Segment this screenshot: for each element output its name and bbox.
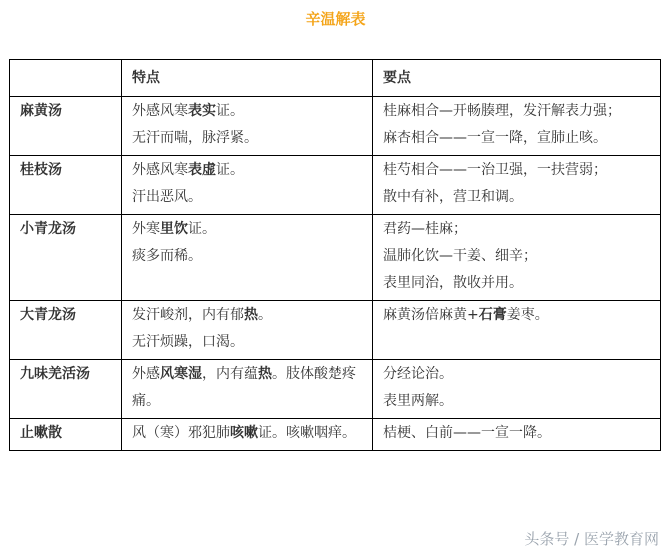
formula-name: 止嗽散 [10, 419, 122, 451]
cell-line [383, 98, 651, 125]
text-segment: 外寒 [132, 221, 160, 237]
text-segment: 姜枣。 [506, 307, 549, 323]
text-segment: 无汗烦躁，口渴。 [132, 334, 244, 350]
cell-line [132, 420, 363, 447]
text-segment: 外感风寒 [132, 103, 188, 119]
text-segment: 表里同治，散收并用。 [383, 275, 523, 291]
cell-line [132, 157, 363, 184]
emphasis-text: 咳嗽 [230, 425, 258, 441]
text-segment: 桂麻相合—开畅腠理，发汗解表力强； [383, 103, 621, 119]
table-row [10, 156, 661, 215]
cell-line [132, 125, 363, 152]
cell-line [383, 216, 651, 243]
cell-line [383, 388, 651, 415]
cell-line [132, 329, 363, 356]
features-cell [122, 215, 373, 301]
key-points-cell [373, 419, 661, 451]
emphasis-text: 风寒湿 [160, 366, 202, 382]
key-points-cell [373, 215, 661, 301]
key-points-cell [373, 360, 661, 419]
text-segment: 证。 [188, 221, 216, 237]
cell-line [132, 184, 363, 211]
text-segment: 桔梗、白前——一宣一降。 [383, 425, 551, 441]
features-cell [122, 301, 373, 360]
text-segment: 无汗而喘，脉浮紧。 [132, 130, 258, 146]
text-segment: 证。咳嗽咽痒。 [258, 425, 356, 441]
text-segment: 证。 [216, 162, 244, 178]
text-segment: 外感风寒 [132, 162, 188, 178]
cell-line [383, 420, 651, 447]
text-segment: 桂芍相合——一治卫强，一扶营弱； [383, 162, 607, 178]
emphasis-text: 石膏 [478, 307, 507, 323]
cell-line [383, 270, 651, 297]
text-segment: 温肺化饮—干姜、细辛； [383, 248, 537, 264]
cell-line [132, 216, 363, 243]
table-header-row [10, 60, 661, 97]
text-segment: 君药—桂麻； [383, 221, 467, 237]
features-cell [122, 156, 373, 215]
text-segment: 表里两解。 [383, 393, 453, 409]
table-row [10, 360, 661, 419]
cell-line [132, 243, 363, 270]
key-points-cell [373, 97, 661, 156]
cell-line [383, 302, 651, 329]
cell-line [383, 125, 651, 152]
text-segment: 麻黄汤倍麻黄+ [383, 307, 479, 323]
header-key-points: 要点 [373, 60, 661, 97]
formula-name: 麻黄汤 [10, 97, 122, 156]
cell-line [132, 361, 363, 415]
text-segment: 风（寒）邪犯肺 [132, 425, 230, 441]
header-features: 特点 [122, 60, 373, 97]
key-points-cell [373, 301, 661, 360]
text-segment: 痰多而稀。 [132, 248, 202, 264]
features-cell [122, 97, 373, 156]
emphasis-text: 热 [244, 307, 258, 323]
text-segment: ，内有蕴 [202, 366, 258, 382]
features-cell [122, 419, 373, 451]
table-row [10, 97, 661, 156]
watermark: 头条号 / 医学教育网 [524, 530, 659, 548]
header-blank [10, 60, 122, 97]
comparison-table [9, 59, 661, 451]
cell-line [383, 361, 651, 388]
features-cell [122, 360, 373, 419]
cell-line [383, 157, 651, 184]
cell-line [383, 184, 651, 211]
table-row [10, 301, 661, 360]
page-title: 辛温解表 [305, 10, 366, 28]
cell-line [383, 243, 651, 270]
emphasis-text: 里饮 [160, 221, 188, 237]
text-segment: 分经论治。 [383, 366, 453, 382]
table-row [10, 215, 661, 301]
emphasis-text: 表实 [188, 103, 216, 119]
emphasis-text: 热 [258, 366, 272, 382]
text-segment: 麻杏相合——一宣一降，宣肺止咳。 [383, 130, 607, 146]
formula-name: 九味羌活汤 [10, 360, 122, 419]
text-segment: 。肢体酸楚疼痛。 [132, 366, 356, 409]
text-segment: 汗出恶风。 [132, 189, 202, 205]
text-segment: 证。 [216, 103, 244, 119]
table-row [10, 419, 661, 451]
emphasis-text: 表虚 [188, 162, 216, 178]
text-segment: 发汗峻剂，内有郁 [132, 307, 244, 323]
formula-name: 大青龙汤 [10, 301, 122, 360]
cell-line [132, 98, 363, 125]
text-segment: 外感 [132, 366, 160, 382]
cell-line [132, 302, 363, 329]
text-segment: 散中有补，营卫和调。 [383, 189, 523, 205]
formula-name: 小青龙汤 [10, 215, 122, 301]
key-points-cell [373, 156, 661, 215]
text-segment: 。 [258, 307, 272, 323]
formula-name: 桂枝汤 [10, 156, 122, 215]
